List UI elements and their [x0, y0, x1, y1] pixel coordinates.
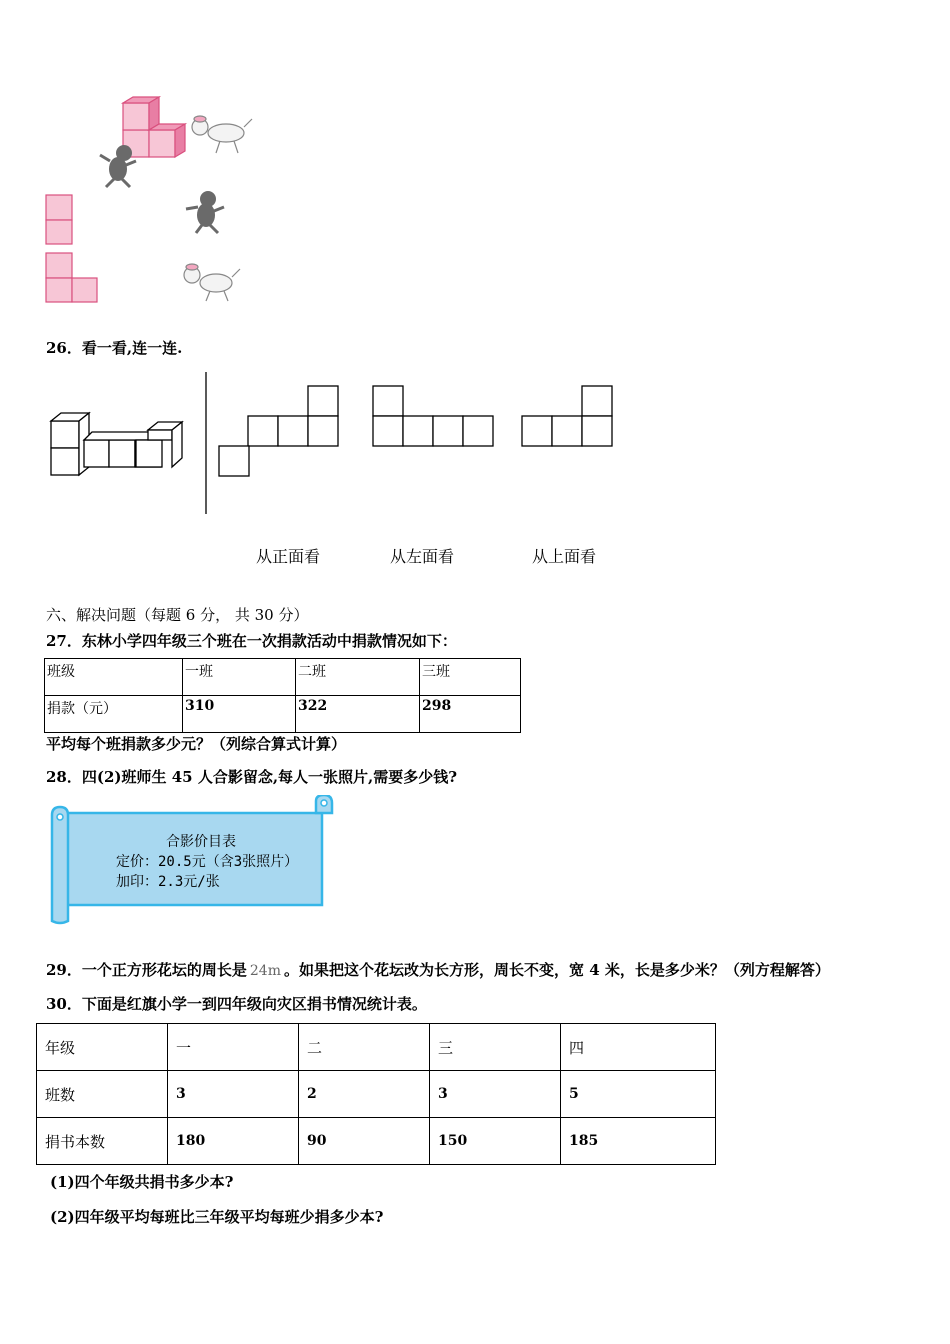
q26-title: 26．看一看,连一连.: [46, 339, 183, 357]
q26-figures: [44, 368, 624, 518]
table-cell: 90: [299, 1118, 430, 1165]
table-cell: 185: [561, 1118, 716, 1165]
table-cell: 一: [168, 1024, 299, 1071]
table-row: [37, 1071, 716, 1118]
view-label-left: 从左面看: [390, 547, 455, 566]
table-row: [45, 659, 521, 696]
q29-text: [46, 959, 830, 980]
table-cell: 三班: [420, 659, 521, 696]
table-cell: 310: [183, 696, 296, 733]
dog-icon: [184, 264, 240, 301]
table-cell: 三: [430, 1024, 561, 1071]
monkey-icon: [186, 191, 224, 233]
q29-prefix: 29．一个正方形花坛的周长是: [46, 961, 247, 979]
price-list-title: 合影价目表: [166, 834, 236, 850]
price-list-line2: 加印：2.3元/张: [116, 874, 220, 890]
table-row: [37, 1024, 716, 1071]
table-cell: 150: [430, 1118, 561, 1165]
table-cell: 捐款（元）: [45, 696, 183, 733]
q30-table: [36, 1023, 716, 1165]
q29-value: 24m: [249, 963, 281, 979]
table-cell: 一班: [183, 659, 296, 696]
q28-title: 28．四(2)班师生 45 人合影留念,每人一张照片,需要多少钱?: [46, 768, 458, 786]
q27-table: [44, 658, 521, 733]
table-cell: 二: [299, 1024, 430, 1071]
table-cell: 3: [168, 1071, 299, 1118]
dog-icon: [192, 116, 252, 153]
q27-question: 平均每个班捐款多少元？（列综合算式计算）: [46, 735, 347, 753]
table-cell: 2: [299, 1071, 430, 1118]
cube-views-illustration: [40, 95, 255, 310]
table-cell: 二班: [296, 659, 420, 696]
table-cell: 180: [168, 1118, 299, 1165]
monkey-icon: [100, 145, 136, 187]
table-cell: 298: [420, 696, 521, 733]
q30-sub1: (1)四个年级共捐书多少本?: [50, 1173, 234, 1191]
table-cell: 捐书本数: [37, 1118, 168, 1165]
table-cell: 年级: [37, 1024, 168, 1071]
q30-sub2: (2)四年级平均每班比三年级平均每班少捐多少本?: [50, 1208, 384, 1226]
table-cell: 班数: [37, 1071, 168, 1118]
table-row: [45, 696, 521, 733]
table-row: [37, 1118, 716, 1165]
section-6-title: 六、解决问题（每题 6 分， 共 30 分）: [46, 606, 309, 624]
q27-title: 27．东林小学四年级三个班在一次捐款活动中捐款情况如下：: [46, 632, 457, 650]
table-cell: 班级: [45, 659, 183, 696]
q30-title: 30．下面是红旗小学一到四年级向灾区捐书情况统计表。: [46, 995, 427, 1013]
view-label-front: 从正面看: [256, 547, 321, 566]
view-label-top: 从上面看: [532, 547, 597, 566]
price-list-line1: 定价：20.5元（含3张照片）: [116, 854, 299, 870]
q29-suffix: 。如果把这个花坛改为长方形，周长不变，宽 4 米，长是多少米？（列方程解答）: [283, 961, 830, 979]
table-cell: 5: [561, 1071, 716, 1118]
table-cell: 3: [430, 1071, 561, 1118]
table-cell: 322: [296, 696, 420, 733]
table-cell: 四: [561, 1024, 716, 1071]
